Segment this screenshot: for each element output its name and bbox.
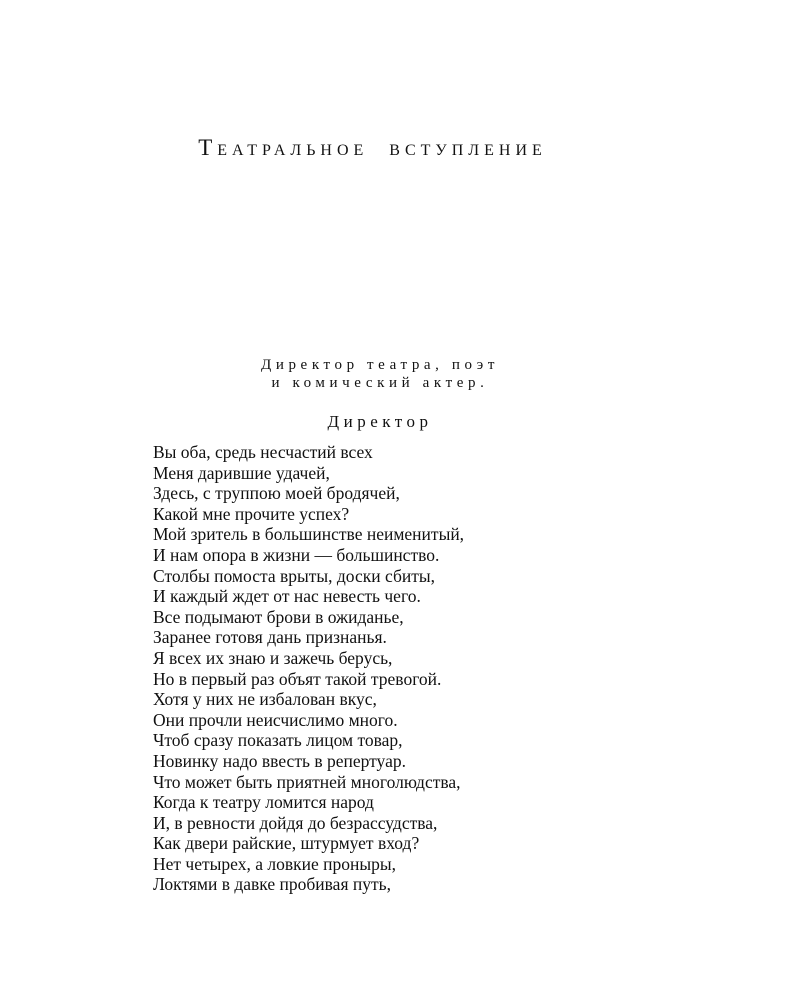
verse-line: Что может быть приятней многолюдства, <box>153 771 461 792</box>
cast-line: и комический актер. <box>271 375 489 391</box>
verse-line: Мой зритель в большинстве неименитый, <box>153 524 465 545</box>
section-title <box>0 134 745 165</box>
section-title-rest: ЕАТРАЛЬНОЕ ВСТУПЛЕНИЕ <box>217 142 547 159</box>
verse-line: Меня дарившие удачей, <box>153 462 330 483</box>
verse-line: Все подымают брови в ожиданье, <box>153 606 404 627</box>
verse-line: Я всех их знаю и зажечь берусь, <box>153 647 393 668</box>
verse-line: Чтоб сразу показать лицом товар, <box>153 730 403 751</box>
verse-line: Они прочли неисчислимо много. <box>153 709 398 730</box>
verse-block <box>153 442 753 895</box>
verse-line: Здесь, с труппою моей бродячей, <box>153 483 400 504</box>
verse-line: Заранее готовя дань признанья. <box>153 627 387 648</box>
verse-line: Хотя у них не избалован вкус, <box>153 689 377 710</box>
verse-line: И каждый ждет от нас невесть чего. <box>153 586 421 607</box>
verse-line: Новинку надо ввесть в репертуар. <box>153 750 406 771</box>
verse-line: Когда к театру ломится народ <box>153 792 374 813</box>
verse-line: Как двери райские, штурмует вход? <box>153 833 420 854</box>
verse-line: Столбы помоста врыты, доски сбиты, <box>153 565 436 586</box>
verse-line: Вы оба, средь несчастий всех <box>153 442 373 462</box>
verse-line: Какой мне прочите успех? <box>153 503 350 524</box>
verse-line: И, в ревности дойдя до безрассудства, <box>153 812 438 833</box>
verse-line: Локтями в давке пробивая путь, <box>153 874 391 895</box>
verse-line: И нам опора в жизни — большинство. <box>153 544 440 565</box>
cast-list <box>0 356 760 392</box>
verse-line: Но в первый раз объят такой тревогой. <box>153 668 442 689</box>
speaker-name: Директор <box>327 412 433 431</box>
cast-line: Директор театра, поэт <box>261 357 499 373</box>
section-title-initial: Т <box>198 135 218 160</box>
verse-line: Нет четырех, а ловкие проныры, <box>153 853 396 874</box>
